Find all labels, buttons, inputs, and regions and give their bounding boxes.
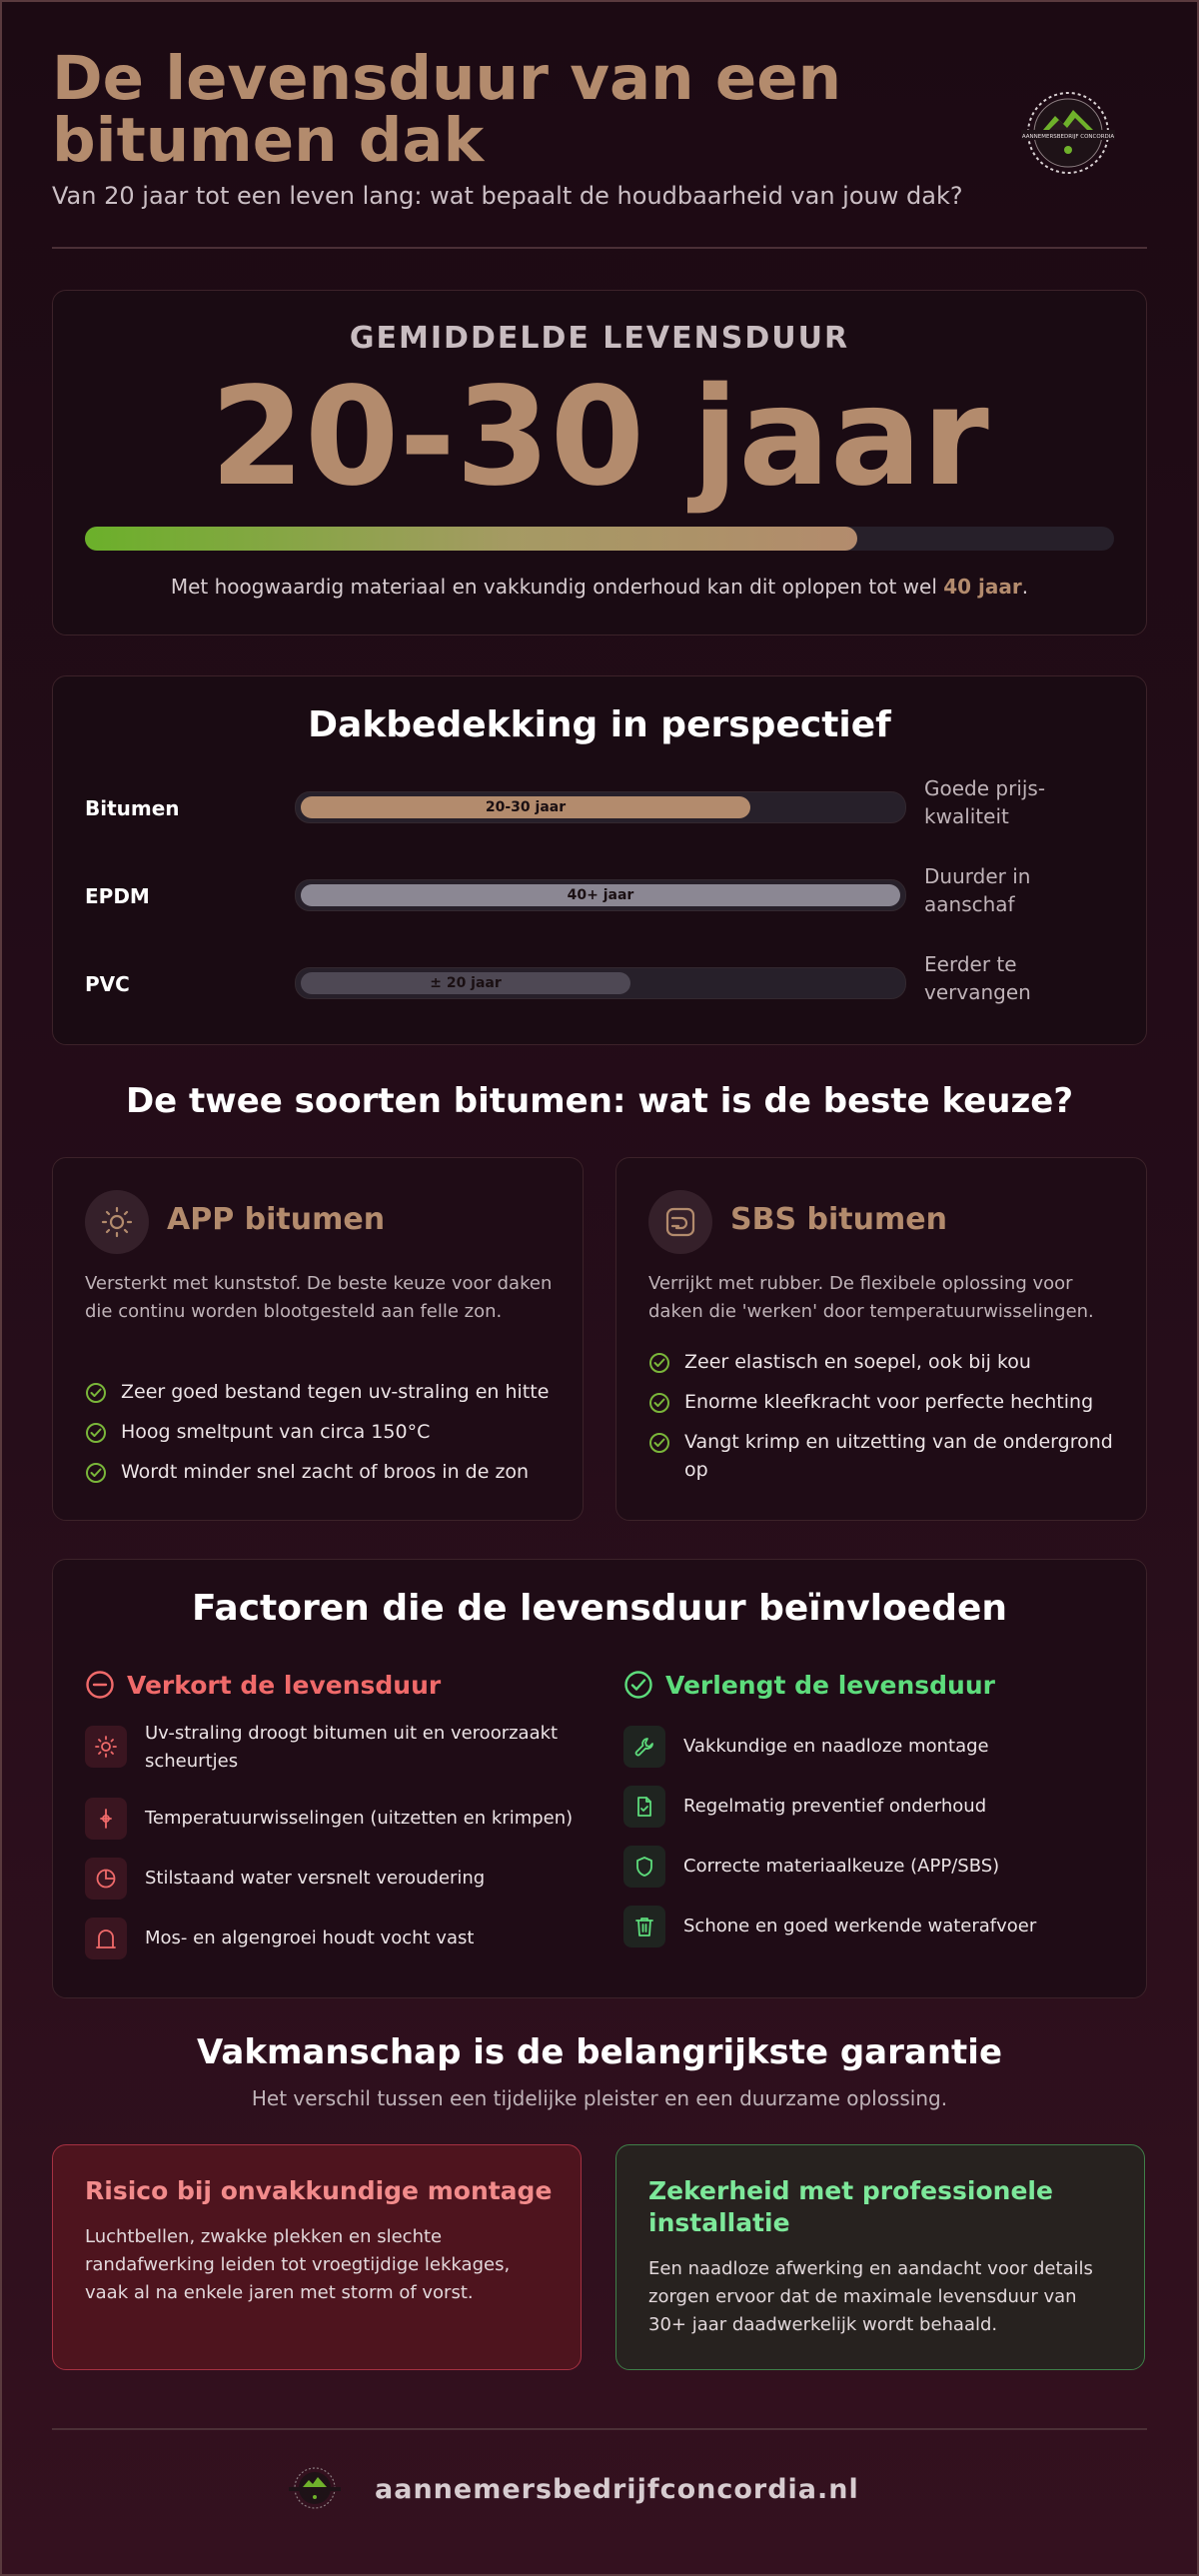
lifespan-label: GEMIDDELDE LEVENSDUUR [349, 321, 850, 356]
comparison-card [52, 675, 1147, 1045]
page-content [52, 0, 1147, 2335]
craftsmanship-title: Vakmanschap is de belangrijkste garantie [196, 2032, 1003, 2072]
check-list-item: Wordt minder snel zacht of broos in de zon [85, 1458, 565, 1486]
factor-item-text: Schone en goed werkende waterafvoer [683, 1916, 1037, 1936]
page-subtitle: Van 20 jaar tot een leven lang: wat bepaalt de houdbaarheid van jouw dak? [52, 182, 963, 210]
check-list-item: Zeer goed bestand tegen uv-straling en hitte [85, 1378, 565, 1406]
comparison-bar-track [295, 967, 906, 999]
wrench-icon [623, 1726, 665, 1768]
check-circle-icon [85, 1462, 107, 1484]
comparison-note: Eerder te vervangen [924, 952, 1031, 1004]
comparison-bar-track [295, 879, 906, 911]
comparison-material-name: PVC [85, 972, 130, 996]
moss-icon [85, 1918, 127, 1959]
document-check-icon [623, 1786, 665, 1828]
footer-divider [52, 2428, 1147, 2430]
comparison-title: Dakbedekking in perspectief [308, 704, 891, 745]
app-bitumen-card [52, 1157, 584, 1521]
check-circle-icon [648, 1352, 670, 1374]
sun-icon [85, 1726, 127, 1768]
comparison-bar-fill: 20-30 jaar [301, 796, 750, 818]
company-logo-icon [285, 2466, 345, 2510]
footer-website-link[interactable]: aannemersbedrijfconcordia.nl [375, 2474, 859, 2505]
flex-icon [648, 1190, 712, 1254]
lifespan-value: 20-30 jaar [210, 359, 989, 517]
comparison-bar-fill: ± 20 jaar [301, 972, 630, 994]
positive-factors-label: Verlengt de levensduur [665, 1671, 995, 1700]
negative-factors-label: Verkort de levensduur [127, 1671, 442, 1700]
thermometer-icon [85, 1798, 127, 1840]
safe-card-text: Een naadloze afwerking en aandacht voor details zorgen ervoor dat de maximale levensduur van 30+ jaar daadwerkelijk wordt behaald. [648, 2258, 1093, 2335]
lifespan-note-text: Met hoogwaardig materiaal en vakkundig onderhoud kan dit oplopen tot wel [170, 575, 944, 599]
risk-card-title: Risico bij onvakkundige montage [85, 2176, 553, 2205]
trash-icon [623, 1906, 665, 1947]
safe-card [615, 2144, 1145, 2370]
factor-item-text: Stilstaand water versnelt veroudering [145, 1868, 486, 1889]
check-circle-icon [648, 1432, 670, 1454]
check-circle-icon [648, 1392, 670, 1414]
risk-card-text: Luchtbellen, zwakke plekken en slechte randafwerking leiden tot vroegtijdige lekkages, vaak al na enkele jaren met storm of vorst. [85, 2226, 511, 2303]
risk-card [52, 2144, 582, 2370]
shield-icon [623, 1846, 665, 1888]
safe-card-title: Zekerheid met professionele installatie [648, 2176, 1053, 2237]
comparison-row [85, 774, 1114, 844]
check-list-item: Zeer elastisch en soepel, ook bij kou [648, 1348, 1128, 1376]
factors-card [52, 1559, 1147, 1998]
comparison-row [85, 950, 1114, 1020]
app-bitumen-title: APP bitumen [167, 1202, 386, 1237]
header-divider [52, 247, 1147, 249]
factor-item-text: Regelmatig preventief onderhoud [683, 1796, 987, 1817]
check-list-item: Hoog smeltpunt van circa 150°C [85, 1418, 565, 1446]
factors-title: Factoren die de levensduur beïnvloeden [191, 1588, 1008, 1629]
comparison-bar-fill: 40+ jaar [301, 884, 900, 906]
lifespan-note-end: . [1021, 575, 1029, 599]
svg-text:AANNEMERSBEDRIJF CONCORDIA: AANNEMERSBEDRIJF CONCORDIA [1021, 134, 1115, 140]
check-circle-icon [623, 1670, 653, 1700]
factor-item-text: Uv-straling droogt bitumen uit en veroorzaakt scheurtjes [145, 1723, 559, 1772]
header [52, 0, 1147, 250]
check-circle-icon [85, 1422, 107, 1444]
sbs-bitumen-description: Verrijkt met rubber. De flexibele oplossing voor daken die 'werken' door temperatuurwisselingen. [648, 1273, 1094, 1322]
lifespan-progress-fill [85, 527, 857, 551]
lifespan-note [53, 575, 1146, 599]
check-list-item: Vangt krimp en uitzetting van de ondergrond op [648, 1428, 1128, 1484]
comparison-note: Goede prijs-kwaliteit [924, 776, 1046, 828]
lifespan-card [52, 290, 1147, 636]
company-logo-icon [1009, 90, 1127, 176]
check-list-item: Enorme kleefkracht voor perfecte hechting [648, 1388, 1128, 1416]
comparison-material-name: EPDM [85, 884, 150, 908]
types-title: De twee soorten bitumen: wat is de beste keuze? [125, 1081, 1074, 1121]
factor-item-text: Vakkundige en naadloze montage [683, 1736, 989, 1757]
lifespan-progress-bar [85, 527, 1114, 551]
craftsmanship-subtitle: Het verschil tussen een tijdelijke pleister en een duurzame oplossing. [251, 2086, 948, 2110]
factor-item-text: Correcte materiaalkeuze (APP/SBS) [683, 1856, 1000, 1877]
pie-chart-icon [85, 1858, 127, 1900]
comparison-row [85, 862, 1114, 932]
app-bitumen-points [85, 1378, 565, 1498]
page-title: De levensduur van een bitumen dak [52, 43, 841, 176]
sbs-bitumen-points [648, 1348, 1128, 1496]
comparison-bar-track [295, 791, 906, 823]
factor-item-text: Mos- en algengroei houdt vocht vast [145, 1928, 475, 1948]
check-circle-icon [85, 1382, 107, 1404]
comparison-note: Duurder in aanschaf [924, 864, 1031, 916]
sbs-bitumen-title: SBS bitumen [730, 1202, 947, 1237]
app-bitumen-description: Versterkt met kunststof. De beste keuze voor daken die continu worden blootgesteld aan felle zon. [85, 1273, 553, 1322]
lifespan-note-highlight: 40 jaar [943, 575, 1022, 599]
minus-circle-icon [85, 1670, 115, 1700]
sbs-bitumen-card [615, 1157, 1147, 1521]
comparison-material-name: Bitumen [85, 796, 180, 820]
factor-item-text: Temperatuurwisselingen (uitzetten en krimpen) [145, 1808, 574, 1829]
sun-icon [85, 1190, 149, 1254]
